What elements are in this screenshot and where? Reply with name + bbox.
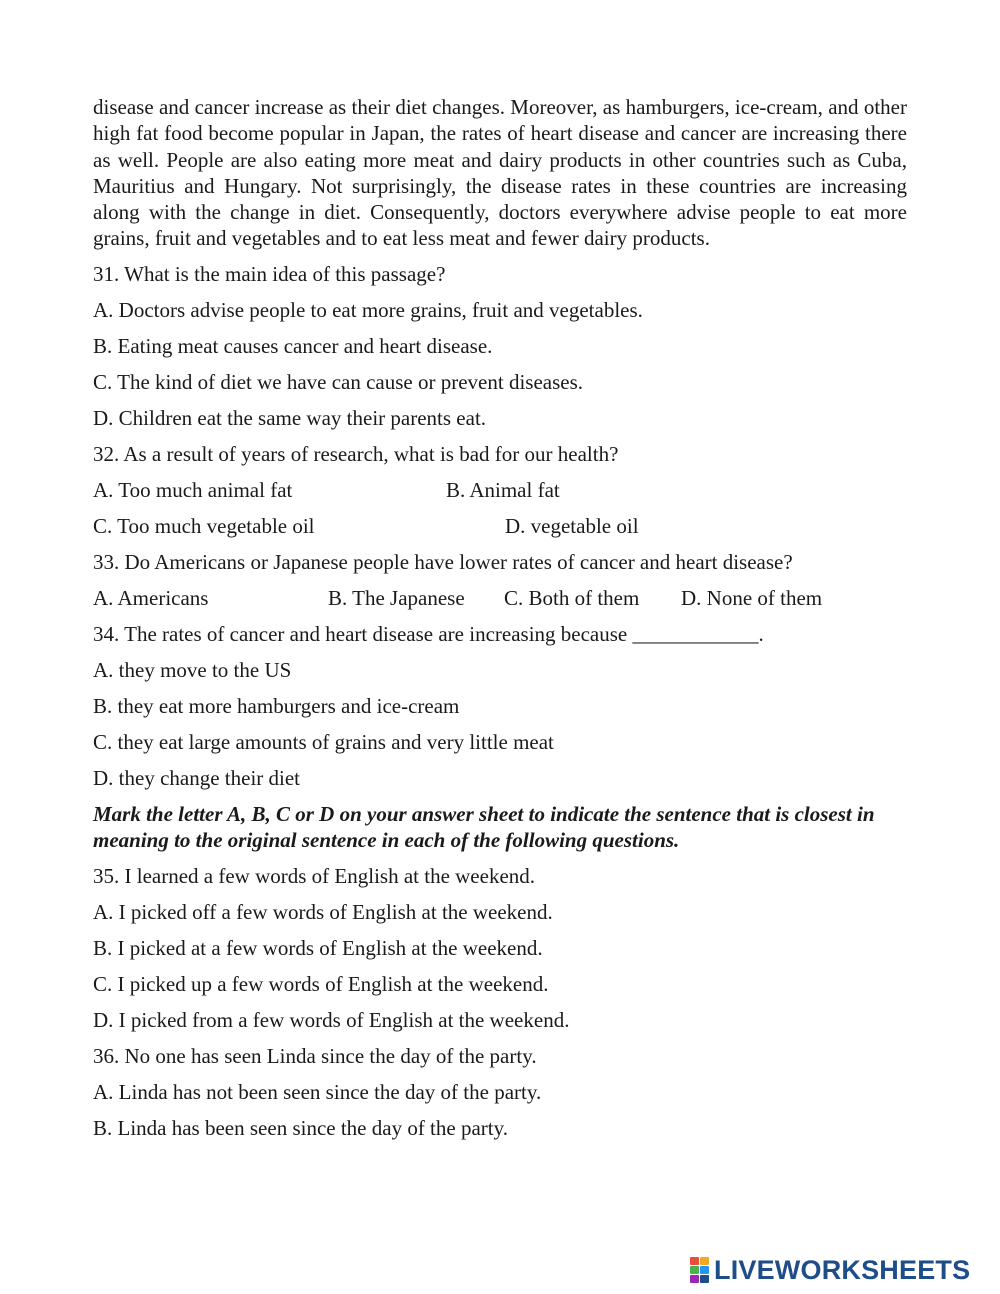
option-34-a: A. they move to the US — [93, 657, 292, 682]
option-32-d: D. vegetable oil — [505, 513, 639, 538]
option-31-a: A. Doctors advise people to eat more grains, fruit and vegetables. — [93, 297, 643, 322]
options-32-row-2 — [93, 513, 907, 540]
option-33-c: C. Both of them — [504, 585, 640, 610]
option-32-a: A. Too much animal fat — [93, 477, 293, 502]
reading-passage: disease and cancer increase as their diet changes. Moreover, as hamburgers, ice-cream, and other high fat food become popular in Japan, the rates of heart disease and cancer are increasing there as well. People are also eating more meat and dairy products in other countries such as Cuba, Mauritius and Hungary. Not surprisingly, the disease rates in these countries are increasing along with the change in diet. Consequently, doctors everywhere advise people to eat more grains, fruit and vegetables and to eat less meat and fewer dairy products. — [93, 95, 907, 251]
question-35: 35. I learned a few words of English at the weekend. — [93, 863, 536, 888]
option-31-b: B. Eating meat causes cancer and heart disease. — [93, 333, 493, 358]
option-32-c: C. Too much vegetable oil — [93, 513, 315, 538]
option-35-a: A. I picked off a few words of English at the weekend. — [93, 899, 553, 924]
section-instruction: Mark the letter A, B, C or D on your answer sheet to indicate the sentence that is closest in meaning to the original sentence in each of the following questions. — [93, 801, 875, 852]
option-31-c: C. The kind of diet we have can cause or prevent diseases. — [93, 369, 584, 394]
liveworksheets-logo-text: LIVEWORKSHEETS — [714, 1254, 971, 1285]
question-31: 31. What is the main idea of this passage? — [93, 261, 446, 286]
option-35-c: C. I picked up a few words of English at the weekend. — [93, 971, 549, 996]
question-33: 33. Do Americans or Japanese people have lower rates of cancer and heart disease? — [93, 549, 793, 574]
option-34-b: B. they eat more hamburgers and ice-cream — [93, 693, 460, 718]
option-31-d: D. Children eat the same way their parents eat. — [93, 405, 487, 430]
liveworksheets-logo — [690, 1255, 970, 1285]
option-36-a: A. Linda has not been seen since the day of the party. — [93, 1079, 542, 1104]
option-33-a: A. Americans — [93, 585, 209, 610]
option-35-d: D. I picked from a few words of English at the weekend. — [93, 1007, 570, 1032]
option-35-b: B. I picked at a few words of English at the weekend. — [93, 935, 543, 960]
worksheet-page — [93, 94, 907, 1151]
options-32-row-1 — [93, 477, 907, 504]
question-36: 36. No one has seen Linda since the day of the party. — [93, 1043, 537, 1068]
option-36-b: B. Linda has been seen since the day of the party. — [93, 1115, 508, 1140]
question-34: 34. The rates of cancer and heart disease are increasing because ____________. — [93, 621, 764, 646]
option-32-b: B. Animal fat — [446, 477, 560, 502]
option-34-d: D. they change their diet — [93, 765, 301, 790]
liveworksheets-logo-icon — [690, 1257, 710, 1283]
question-32: 32. As a result of years of research, what is bad for our health? — [93, 441, 619, 466]
option-34-c: C. they eat large amounts of grains and very little meat — [93, 729, 554, 754]
options-33-row — [93, 585, 907, 612]
option-33-b: B. The Japanese — [328, 585, 465, 610]
option-33-d: D. None of them — [681, 585, 823, 610]
